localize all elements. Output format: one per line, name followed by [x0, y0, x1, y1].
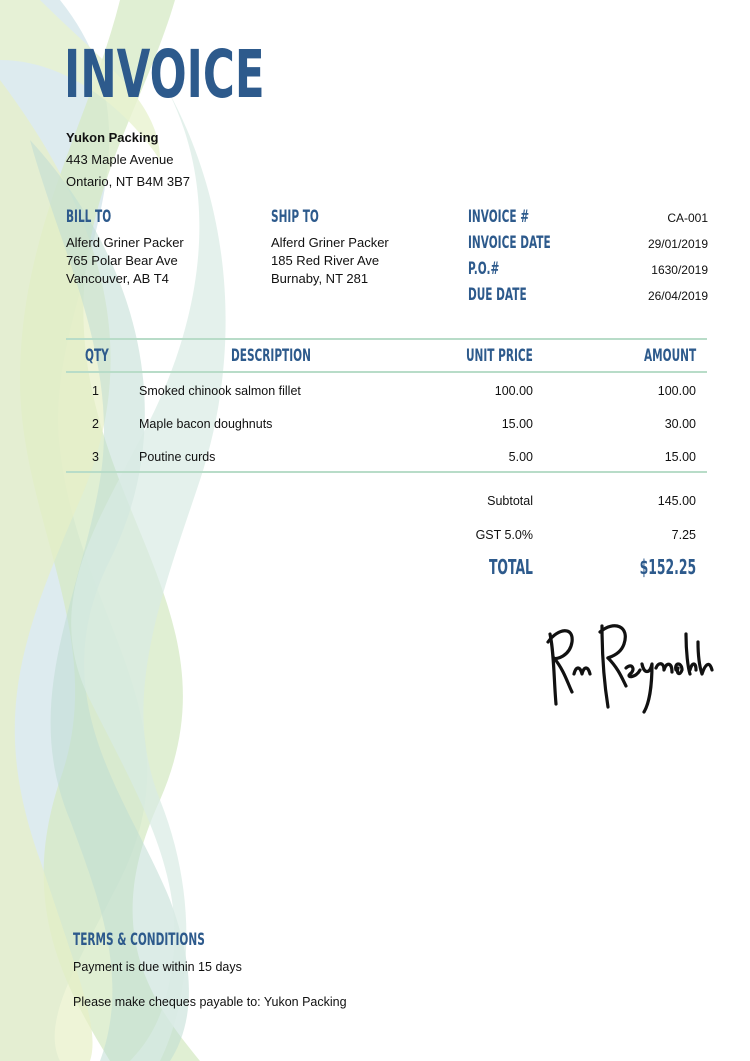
meta-label: INVOICE # [468, 207, 530, 227]
meta-label: P.O.# [468, 259, 500, 279]
bill-to-name: Alferd Griner Packer [66, 235, 184, 250]
row-unit-price: 100.00 [494, 384, 533, 398]
subtotal-value: 145.00 [657, 494, 696, 508]
terms-heading: TERMS & CONDITIONS [73, 930, 205, 950]
invoice-title: INVOICE [64, 36, 265, 113]
col-header-description: DESCRIPTION [231, 346, 311, 366]
meta-row-due-date [468, 284, 708, 310]
bill-to-address-line1: 765 Polar Bear Ave [66, 253, 178, 268]
bill-to-section [66, 207, 184, 288]
col-header-amount: AMOUNT [643, 346, 696, 366]
signature-icon [540, 612, 715, 717]
row-description: Smoked chinook salmon fillet [139, 384, 301, 398]
meta-label: DUE DATE [468, 285, 527, 305]
ship-to-address-line2: Burnaby, NT 281 [271, 271, 369, 286]
table-top-rule [66, 338, 707, 340]
company-address-line1: 443 Maple Avenue [66, 152, 174, 167]
row-unit-price: 15.00 [501, 417, 533, 431]
table-header-rule [66, 371, 707, 373]
row-description: Poutine curds [139, 450, 216, 464]
total-label: TOTAL [488, 555, 533, 579]
ship-to-address-line1: 185 Red River Ave [271, 253, 380, 268]
subtotal-label: Subtotal [487, 494, 533, 508]
table-bottom-rule [66, 471, 707, 473]
meta-value: 1630/2019 [651, 263, 708, 277]
company-name: Yukon Packing [66, 130, 159, 145]
tax-value: 7.25 [671, 528, 696, 542]
bill-to-heading: BILL TO [66, 207, 112, 227]
meta-value: 26/04/2019 [647, 289, 708, 303]
terms-line-2: Please make cheques payable to: Yukon Packing [73, 995, 347, 1009]
row-amount: 100.00 [657, 384, 696, 398]
row-amount: 15.00 [664, 450, 696, 464]
row-qty: 3 [92, 450, 99, 464]
invoice-meta [468, 206, 708, 310]
meta-value: CA-001 [667, 211, 708, 225]
meta-row-po-number [468, 258, 708, 284]
row-qty: 1 [92, 384, 99, 398]
meta-label: INVOICE DATE [468, 233, 551, 253]
row-unit-price: 5.00 [508, 450, 533, 464]
company-address-line2: Ontario, NT B4M 3B7 [66, 174, 191, 189]
row-qty: 2 [92, 417, 99, 431]
tax-label: GST 5.0% [475, 528, 533, 542]
company-info [66, 127, 190, 193]
meta-value: 29/01/2019 [647, 237, 708, 251]
ship-to-name: Alferd Griner Packer [271, 235, 389, 250]
terms-line-1: Payment is due within 15 days [73, 960, 242, 974]
col-header-qty: QTY [85, 346, 109, 366]
ship-to-heading: SHIP TO [271, 207, 319, 227]
ship-to-section [271, 207, 389, 288]
meta-row-invoice-number [468, 206, 708, 232]
row-description: Maple bacon doughnuts [139, 417, 273, 431]
meta-row-invoice-date [468, 232, 708, 258]
bill-to-address-line2: Vancouver, AB T4 [66, 271, 169, 286]
row-amount: 30.00 [664, 417, 696, 431]
col-header-unit-price: UNIT PRICE [466, 346, 533, 366]
total-value: $152.25 [639, 555, 696, 579]
